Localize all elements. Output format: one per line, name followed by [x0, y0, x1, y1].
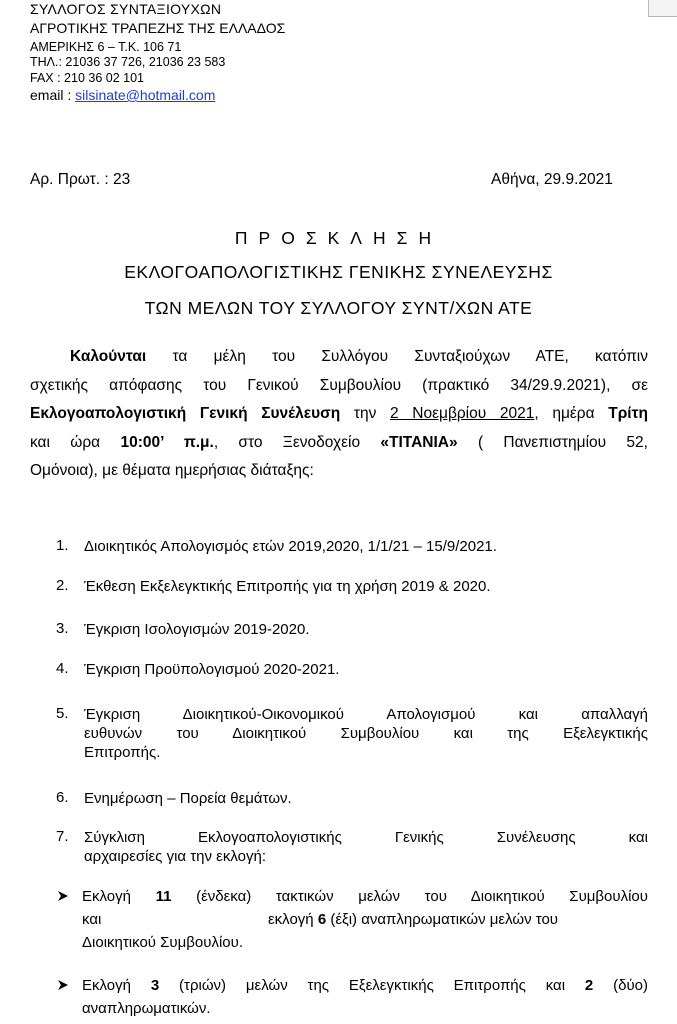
agenda-item-number: 5.	[56, 705, 69, 722]
paragraph-line	[30, 429, 648, 458]
bullet-text: (τριών) μελών της Εξελεγκτικής Επιτροπής και	[159, 977, 585, 994]
agenda-line: Έγκριση Διοικητικού-Οικονομικού Απολογισμού και απαλλαγή	[84, 706, 648, 723]
meeting-time: 10:00’ π.μ.	[120, 433, 214, 451]
protocol-number: Αρ. Πρωτ. : 23	[30, 171, 131, 188]
meeting-venue: «ΤΙΤΑΝΙΑ»	[380, 433, 458, 451]
org-email	[30, 87, 215, 103]
title-invitation: ΠΡΟΣΚΛΗΣΗ	[234, 228, 443, 248]
agenda-item-text: Έγκριση Ισολογισμών 2019-2020.	[84, 621, 310, 638]
agenda-line: Σύγκλιση Εκλογοαπολογιστικής Γενικής Συνέλευσης και	[84, 829, 648, 846]
agenda-item-text: Διοικητικός Απολογισμός ετών 2019,2020, 1/1/21 – 15/9/2021.	[84, 538, 497, 555]
org-address: ΑΜΕΡΙΚΗΣ 6 – Τ.Κ. 106 71	[30, 40, 182, 54]
paragraph-line	[30, 343, 648, 372]
agenda-item-number: 6.	[56, 789, 69, 806]
assembly-name: Εκλογοαπολογιστική Γενική Συνέλευση	[30, 405, 341, 423]
bullet-text: (ένδεκα) τακτικών μελών του Διοικητικού Συμβουλίου	[171, 888, 648, 905]
agenda-item-text: Έγκριση Προϋπολογισμού 2020-2021.	[84, 661, 340, 678]
meeting-day: Τρίτη	[608, 405, 648, 423]
bullet-line: Διοικητικού Συμβουλίου.	[82, 934, 243, 951]
bullet-line	[82, 974, 648, 997]
invitation-paragraph	[30, 343, 648, 486]
paragraph-text: , στο Ξενοδοχείο	[213, 433, 381, 451]
election-board-bullet	[82, 885, 648, 954]
agenda-item-number: 7.	[56, 828, 69, 845]
election-audit-bullet	[82, 974, 648, 1020]
bullet-line	[82, 908, 648, 931]
agenda-item-number: 2.	[56, 577, 69, 594]
paragraph-text: τα μέλη του Συλλόγου Συνταξιούχων ΑΤΕ, κατόπιν	[146, 348, 648, 365]
bullet-text: (δύο)	[593, 977, 648, 994]
org-name-line2: ΑΓΡΟΤΙΚΗΣ ΤΡΑΠΕΖΗΣ ΤΗΣ ΕΛΛΑΔΟΣ	[30, 20, 286, 36]
bullet-line-tail	[268, 908, 558, 931]
paragraph-text: και ώρα	[30, 433, 121, 451]
count-number: 11	[155, 888, 172, 905]
bullet-text: Εκλογή	[82, 977, 151, 994]
place-date: Αθήνα, 29.9.2021	[491, 171, 613, 188]
org-fax: FAX : 210 36 02 101	[30, 71, 144, 85]
arrow-bullet-icon	[57, 979, 69, 991]
bold-text: Καλούνται	[70, 348, 147, 365]
bullet-line: αναπληρωματικών.	[82, 1000, 211, 1017]
count-number: 6	[317, 911, 327, 928]
email-link[interactable]: silsinate@hotmail.com	[75, 87, 216, 103]
agenda-item-text	[84, 705, 648, 762]
org-phone: ΤΗΛ.: 21036 37 726, 21036 23 583	[30, 55, 226, 69]
meeting-date: 2 Νοεμβρίου 2021	[390, 405, 535, 423]
paragraph-text: την	[340, 405, 391, 423]
count-number: 3	[150, 977, 160, 994]
title-line1	[0, 228, 677, 249]
bullet-text: εκλογή	[268, 911, 318, 928]
bullet-text: Εκλογή	[82, 888, 156, 905]
arrow-bullet-icon	[57, 890, 69, 902]
agenda-item-number: 4.	[56, 660, 69, 677]
paragraph-text: ( Πανεπιστημίου 52,	[457, 433, 648, 451]
email-label: email :	[30, 87, 76, 103]
agenda-item-number: 1.	[56, 537, 69, 554]
agenda-item-text: Έκθεση Εκξελεγκτικής Επιτροπής για τη χρήση 2019 & 2020.	[84, 578, 491, 595]
bullet-text: και	[82, 911, 102, 928]
paragraph-line	[30, 400, 648, 429]
paragraph-line: Ομόνοια), με θέματα ημερήσιας διάταξης:	[30, 462, 314, 480]
bullet-text: (έξι) αναπληρωματικών μελών του	[326, 911, 559, 928]
agenda-item-text: Ενημέρωση – Πορεία θεμάτων.	[84, 790, 292, 807]
title-line3: ΤΩΝ ΜΕΛΩΝ ΤΟΥ ΣΥΛΛΟΓΟΥ ΣΥΝΤ/ΧΩΝ ΑΤΕ	[144, 298, 533, 318]
org-name-line1: ΣΥΛΛΟΓΟΣ ΣΥΝΤΑΞΙΟΥΧΩΝ	[30, 1, 222, 17]
bullet-line	[82, 885, 648, 908]
agenda-item-text	[84, 828, 648, 866]
agenda-item-number: 3.	[56, 620, 69, 637]
agenda-line: αρχαιρεσίες για την εκλογή:	[84, 848, 266, 865]
agenda-line: Επιτροπής.	[84, 744, 161, 761]
scan-corner-mark	[648, 0, 677, 17]
paragraph-line: σχετικής απόφασης του Γενικού Συμβουλίου (πρακτικό 34/29.9.2021), σε	[30, 376, 648, 394]
agenda-line: ευθυνών του Διοικητικού Συμβουλίου και της Εξελεγκτικής	[84, 725, 648, 742]
paragraph-text: , ημέρα	[534, 405, 609, 423]
count-number: 2	[584, 977, 594, 994]
title-line2: ΕΚΛΟΓΟΑΠΟΛΟΓΙΣΤΙΚΗΣ ΓΕΝΙΚΗΣ ΣΥΝΕΛΕΥΣΗΣ	[124, 262, 553, 282]
